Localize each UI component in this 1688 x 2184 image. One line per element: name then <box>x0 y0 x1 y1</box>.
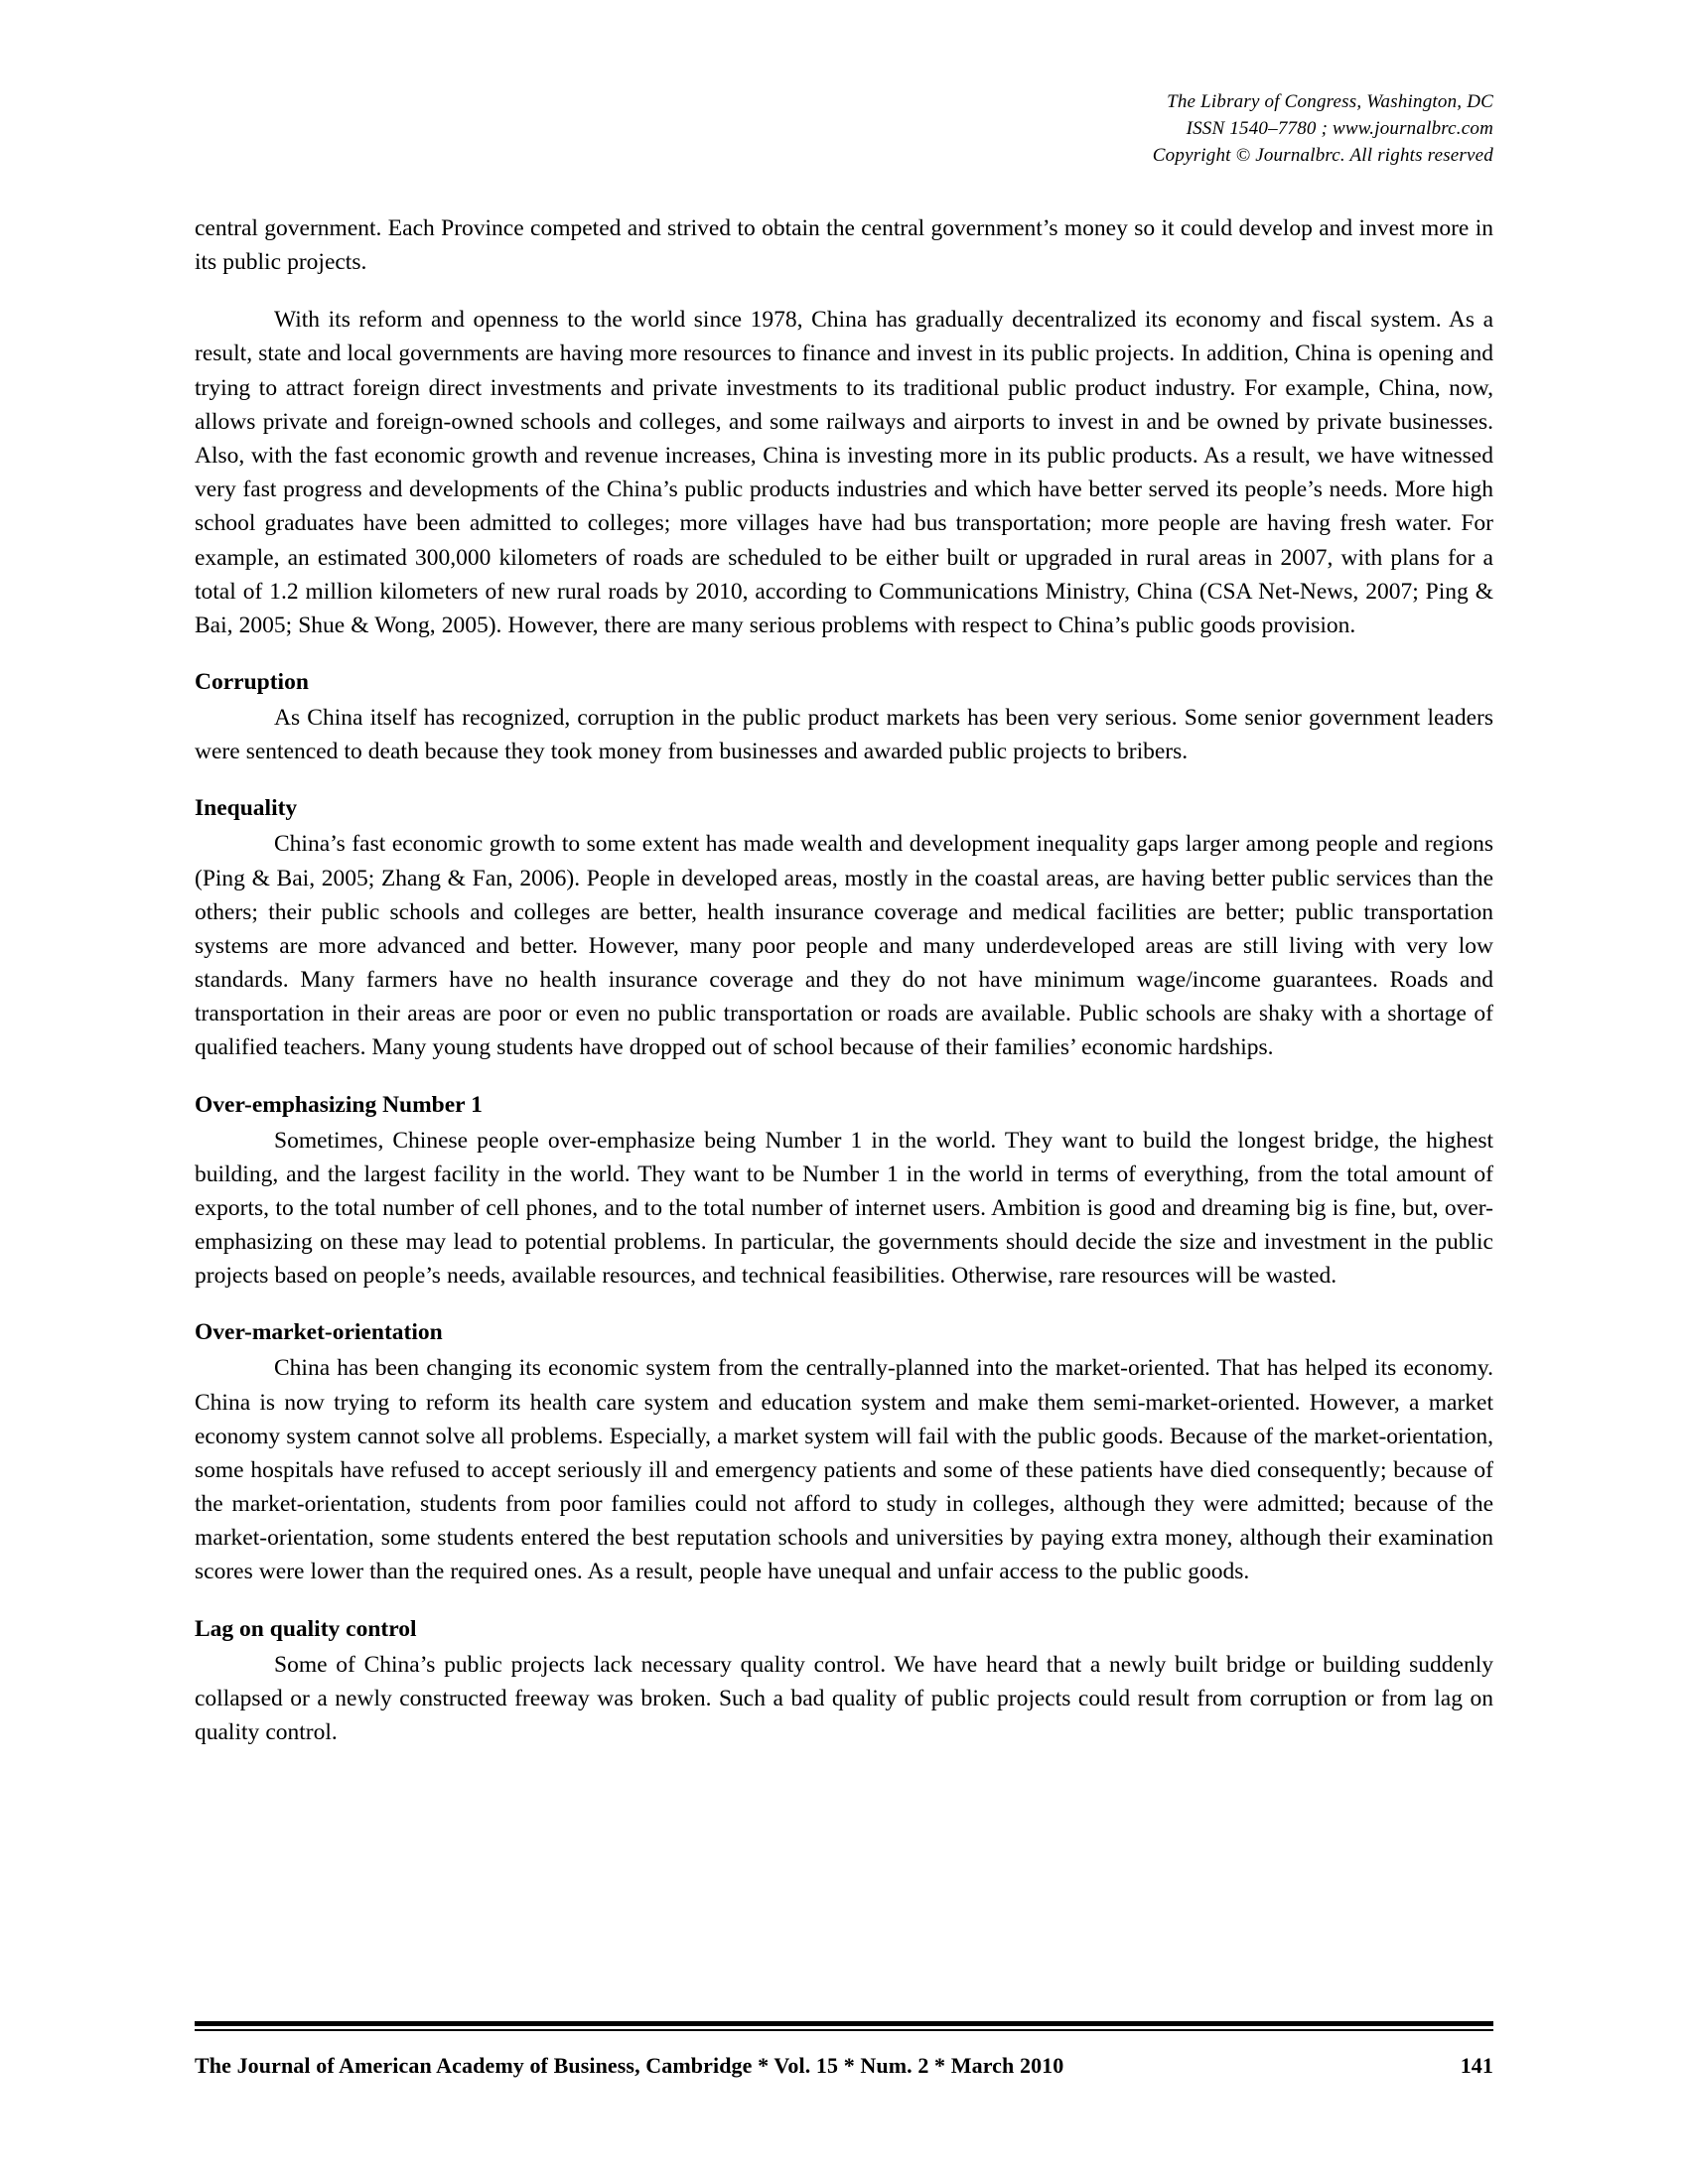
section-paragraph-over-market-orientation: China has been changing its economic system from the centrally-planned into the market-oriented. That has helped its economy. China is now trying to reform its health care system and education system and make them semi-market-oriented. However, a market economy system cannot solve all problems. Especially, a market system will fail with the public goods. Because of the market-orientation, some hospitals have refused to accept seriously ill and emergency patients and some of these patients have died consequently; because of the market-orientation, students from poor families could not afford to study in colleges, although they were admitted; because of the market-orientation, some students entered the best reputation schools and universities by paying extra money, although their examination scores were lower than the required ones. As a result, people have unequal and unfair access to the public goods. <box>195 1355 1493 1585</box>
section-heading-over-emphasizing-number-1: Over-emphasizing Number 1 <box>195 1091 483 1118</box>
section-corruption <box>195 666 1493 768</box>
page-footer <box>195 2021 1493 2079</box>
section-heading-over-market-orientation: Over-market-orientation <box>195 1319 443 1346</box>
section-heading-lag-on-quality-control: Lag on quality control <box>195 1615 417 1642</box>
header-issn-line: ISSN 1540–7780 ; www.journalbrc.com <box>1186 117 1493 139</box>
footer-journal-line: The Journal of American Academy of Business, Cambridge * Vol. 15 * Num. 2 * March 2010 <box>195 2053 1064 2078</box>
header-library-line: The Library of Congress, Washington, DC <box>1167 91 1493 112</box>
paragraph-continued: central government. Each Province competed and strived to obtain the central government’s money so it could develop and invest more in its public projects. <box>195 214 1493 276</box>
page-content <box>195 89 1493 1773</box>
section-over-market-orientation <box>195 1316 1493 1588</box>
footer-page-number: 141 <box>1460 2053 1493 2078</box>
footer-text-row <box>195 2053 1493 2079</box>
section-over-emphasizing-number-1 <box>195 1089 1493 1294</box>
section-paragraph-inequality: China’s fast economic growth to some extent has made wealth and development inequality gaps larger among people and regions (Ping & Bai, 2005; Zhang & Fan, 2006). People in developed areas, mostly in the coastal areas, are having better public services than the others; their public schools and colleges are better, health insurance coverage and medical facilities are better; public transportation systems are more advanced and better. However, many poor people and many underdeveloped areas are still living with very low standards. Many farmers have no health insurance coverage and they do not have minimum wage/income guarantees. Roads and transportation in their areas are poor or even no public transportation or roads are available. Public schools are shaky with a shortage of qualified teachers. Many young students have dropped out of school because of their families’ economic hardships. <box>195 831 1493 1061</box>
section-heading-inequality: Inequality <box>195 795 298 822</box>
footer-rule-thick <box>195 2021 1493 2026</box>
header-copyright-line: Copyright © Journalbrc. All rights reserved <box>1152 144 1493 166</box>
paragraph-reform: With its reform and openness to the world since 1978, China has gradually decentralized its economy and fiscal system. As a result, state and local governments are having more resources to finance and invest in its public projects. In addition, China is opening and trying to attract foreign direct investments and private investments to its traditional public product industry. For example, China, now, allows private and foreign-owned schools and colleges, and some railways and airports to invest in and be owned by private businesses. Also, with the fast economic growth and revenue increases, China is investing more in its public products. As a result, we have witnessed very fast progress and developments of the China’s public products industries and which have better served its people’s needs. More high school graduates have been admitted to colleges; more villages have had bus transportation; more people are having fresh water. For example, an estimated 300,000 kilometers of roads are scheduled to be either built or upgraded in rural areas in 2007, with plans for a total of 1.2 million kilometers of new rural roads by 2010, according to Communications Ministry, China (CSA Net-News, 2007; Ping & Bai, 2005; Shue & Wong, 2005). However, there are many serious problems with respect to China’s public goods provision. <box>195 307 1493 638</box>
section-lag-on-quality-control <box>195 1613 1493 1749</box>
section-paragraph-corruption: As China itself has recognized, corruption in the public product markets has been very serious. Some senior government leaders were sentenced to death because they took money from businesses and awarded public projects to bribers. <box>195 705 1493 765</box>
section-inequality <box>195 792 1493 1064</box>
page-header <box>195 89 1493 170</box>
section-paragraph-over-emphasizing-number-1: Sometimes, Chinese people over-emphasize being Number 1 in the world. They want to build the longest bridge, the highest building, and the largest facility in the world. They want to be Number 1 in the world in terms of everything, from the total amount of exports, to the total number of cell phones, and to the total number of internet users. Ambition is good and dreaming big is fine, but, over-emphasizing on these may lead to potential problems. In particular, the governments should decide the size and investment in the public projects based on people’s needs, available resources, and technical feasibilities. Otherwise, rare resources will be wasted. <box>195 1127 1493 1290</box>
section-heading-corruption: Corruption <box>195 669 309 696</box>
footer-rule-thin <box>195 2029 1493 2031</box>
section-paragraph-lag-on-quality-control: Some of China’s public projects lack necessary quality control. We have heard that a newly built bridge or building suddenly collapsed or a newly constructed freeway was broken. Such a bad quality of public projects could result from corruption or from lag on quality control. <box>195 1651 1493 1745</box>
